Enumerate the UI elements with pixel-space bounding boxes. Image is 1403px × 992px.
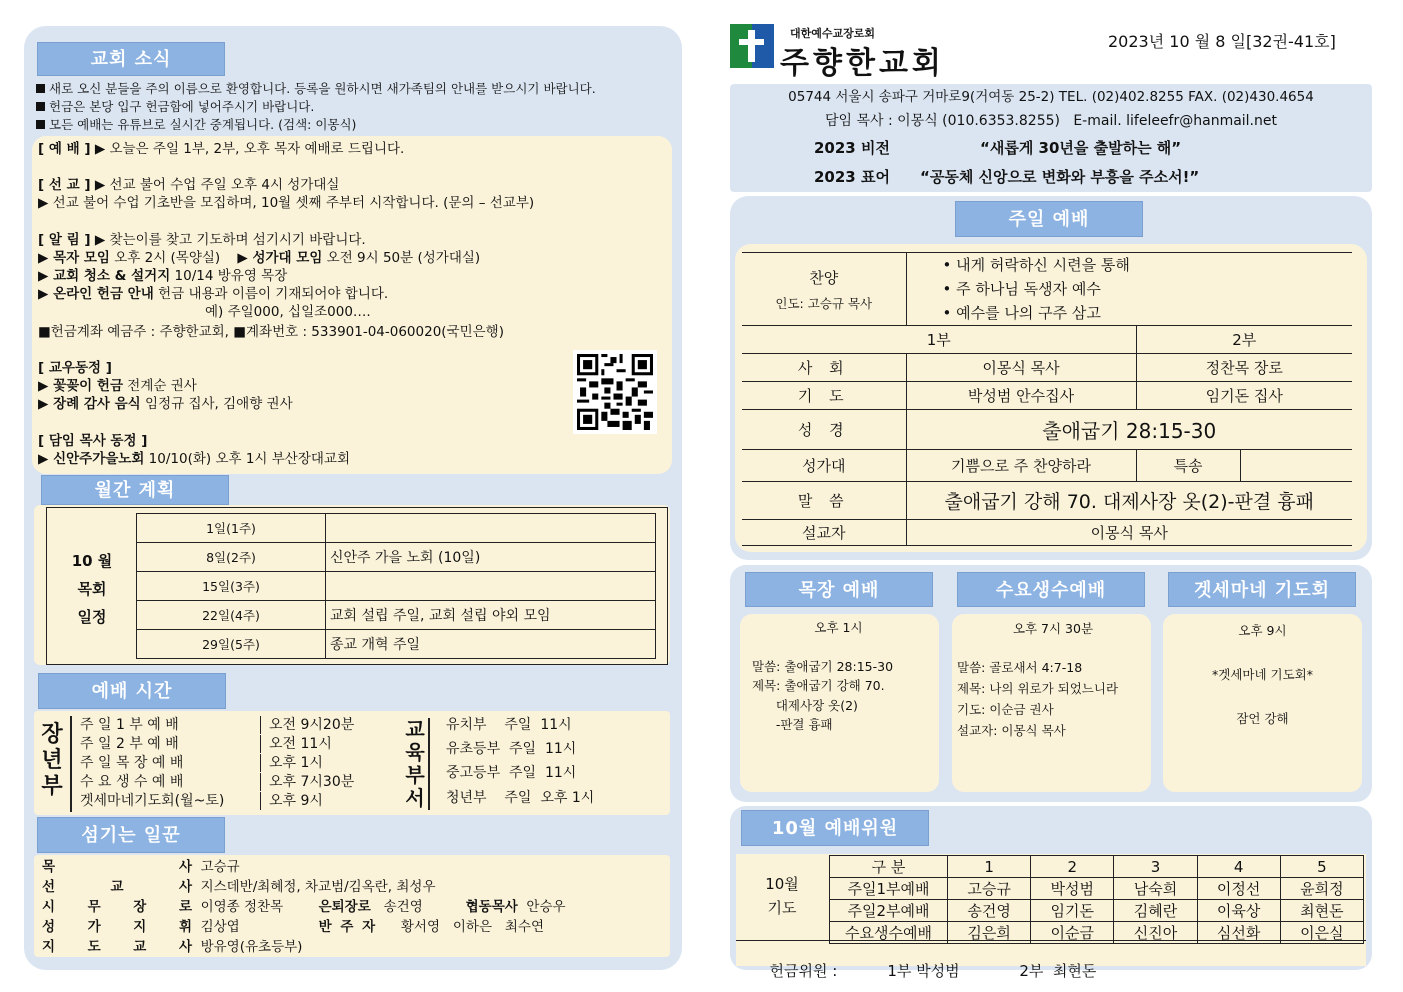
- monthly-side-label: 10 월 목회 일정: [71, 552, 113, 626]
- square-bullet-icon: [36, 102, 45, 111]
- committee-divider: [736, 940, 1366, 941]
- service-header-wednesday: 수요생수예배: [957, 572, 1145, 607]
- church-name: 주향한교회: [780, 46, 945, 81]
- square-bullet-icon: [36, 84, 45, 93]
- servants-header: 섬기는 일꾼: [37, 817, 225, 853]
- offering-committee: 헌금위원 : 1부 박성범 2부 최현돈: [769, 962, 1097, 980]
- edu-label: 교육부서: [404, 718, 430, 810]
- denomination-label: 대한예수교장로회: [790, 27, 876, 40]
- sunday-header: 주일 예배: [955, 201, 1143, 237]
- sunday-table: 찬양 인도: 고승규 목사 • 내게 허락하신 시련을 통해 • 주 하나님 독생자 예수 • 예수를 나의 구주 삼고 1부 2부 사 회 이몽식 목사 정찬목 장로 기 도 박성범 안수집사 임기돈 집사 성 경 출애굽기 28:15-30 성가대 기쁨으로 주 찬양하라 특송 말 씀 출애굽기 강해 70. 대제사장 옷(2)-판결 흉패 설교자 이몽식 목사: [742, 252, 1352, 546]
- committee-header: 10월 예배위원: [741, 810, 929, 846]
- service-text-gethsemane: 오후 9시 *겟세마네 기도회* 잠언 강해: [1212, 623, 1313, 726]
- motto: 2023 표어 “공동체 신앙으로 변화와 부흥을 주소서!”: [814, 168, 1200, 186]
- church-logo-icon: [730, 24, 774, 68]
- committee-table: 구 분 1 2 3 4 5 주일1부예배 고승규 박성범 남숙희 이정선 윤희정 주일2부예배 송건영 임기돈 김혜란 이육상 최현돈 수요생수예배 김은희 이순금 신진아 심선화 이은실: [829, 855, 1364, 944]
- service-text-mokjang: 오후 1시 말씀: 출애굽기 28:15-30 제목: 출애굽기 강해 70. 대제사장 옷(2) -판결 흉패: [752, 620, 894, 732]
- bulletin-date: 2023년 10 월 8 일[32권-41호]: [1108, 32, 1336, 51]
- address: 05744 서울시 송파구 거마로9(거여동 25-2) TEL. (02)402.8255 FAX. (02)430.4654: [788, 89, 1314, 105]
- bullet-dot-icon: •: [942, 304, 952, 322]
- adult-label: 장년부: [41, 722, 63, 799]
- vision: 2023 비전 “새롭게 30년을 출발하는 해”: [814, 139, 1182, 157]
- service-header-gethsemane: 겟세마네 기도회: [1168, 572, 1356, 607]
- square-bullet-icon: [36, 120, 45, 129]
- bullet-dot-icon: •: [942, 280, 952, 298]
- service-text-wednesday: 오후 7시 30분 말씀: 골로새서 4:7-18 제목: 나의 위로가 되었느니라 기도: 이순금 권사 설교자: 이몽식 목사: [957, 621, 1119, 738]
- pastor-contact: 담임 목사 : 이몽식 (010.6353.8255) E-mail. lifeleefr@hanmail.net: [824, 113, 1277, 129]
- service-header-mokjang: 목장 예배: [745, 572, 933, 607]
- adult-bracket: [70, 716, 78, 812]
- times-header: 예배 시간: [38, 673, 226, 709]
- monthly-header: 월간 계획: [41, 475, 229, 505]
- cross-logo-graphic: [730, 24, 774, 68]
- qr-code-icon[interactable]: [573, 350, 657, 434]
- bullet-dot-icon: •: [942, 256, 952, 274]
- monthly-table: 1일(1주) 8일(2주) 신안주 가을 노회 (10일) 15일(3주) 22일(4주) 교회 설립 주일, 교회 설립 야외 모임 29일(5주) 종교 개혁 주일: [136, 513, 656, 659]
- qr-code-graphic: [577, 354, 653, 430]
- committee-side-label: 10월 기도: [765, 875, 799, 917]
- news-header: 교회 소식: [37, 42, 225, 76]
